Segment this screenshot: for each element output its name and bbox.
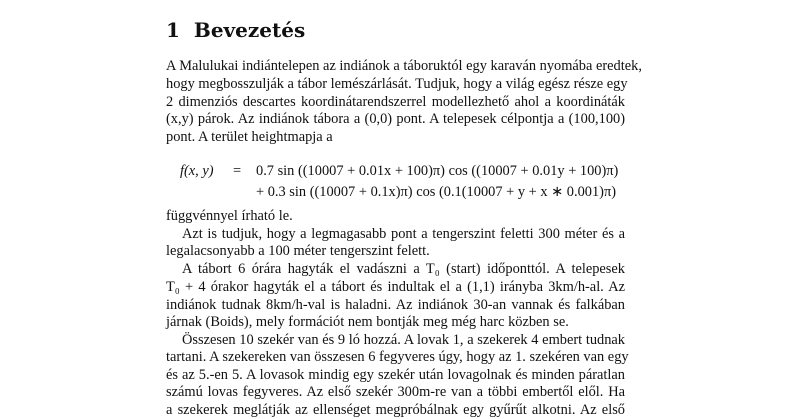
paragraph-line: (x,y) párok. Az indiánok tábora a (0,0) pont. A telepesek célpontja a (100,100) — [166, 111, 625, 127]
paragraph-line: indiánok tudnak 8km/h-val is haladni. Az indiánok 30-an vannak és falkában — [166, 297, 625, 313]
paragraph-line: legalacsonyabb a 100 méter tengerszint felett. — [166, 243, 430, 259]
equation-line-1: 0.7 sin ((10007 + 0.01x + 100)π) cos ((10007 + 0.01y + 100)π) — [256, 163, 619, 179]
paragraph-line: A Malulukai indiántelepen az indiánok a táboruktól egy karaván nyomába eredtek, — [166, 58, 642, 74]
paragraph-line: Összesen 10 szekér van és 9 ló hozzá. A lovak 1, a szekerek 4 embert tudnak — [182, 332, 625, 348]
paragraph-line: számú lovas fegyveres. Az első szekér 300m-re van a többi embertől elől. Ha — [166, 384, 625, 400]
paragraph-line: A tábort 6 órára hagyták el vadászni a T₀ (start) időponttól. A telepesek — [182, 261, 625, 277]
paragraph-line: hogy megbosszulják a tábor lemészárlását. Tudjuk, hogy a világ egész része egy — [166, 76, 628, 92]
paragraph-line: függvénnyel írható le. — [166, 208, 293, 224]
section-heading — [166, 18, 305, 42]
section-number: 1 — [166, 18, 180, 42]
equation-lhs: f(x, y) — [180, 163, 214, 179]
paragraph-line: tartani. A szekereken van összesen 6 fegyveres úgy, hogy az 1. szekéren van egy — [166, 349, 629, 365]
paragraph-line: Azt is tudjuk, hogy a legmagasabb pont a tengerszint feletti 300 méter és a — [182, 226, 625, 242]
section-title: Bevezetés — [193, 18, 306, 42]
paragraph-line: járnak (Boids), mely formációt nem bontják meg még harc közben se. — [166, 314, 569, 330]
paragraph-line: pont. A terület heightmapja a — [166, 129, 333, 145]
paragraph-line: a szekerek meglátják az ellenséget megpróbálnak egy gyűrűt alkotni. Az első — [166, 402, 625, 418]
paragraph-line: T₀ + 4 órakor hagyták el a tábort és indultak el a (1,1) irányba 3km/h-al. Az — [166, 279, 625, 295]
paragraph-line: és az 5.-en 5. A lovasok mindig egy szekér után lovagolnak és minden páratlan — [166, 367, 625, 383]
equation-equals: = — [233, 163, 242, 179]
paragraph-line: 2 dimenziós descartes koordinátarendszerrel modellezhető ahol a koordináták — [166, 94, 625, 110]
equation-line-2: + 0.3 sin ((10007 + 0.1x)π) cos (0.1(10007 + y + x ∗ 0.001)π) — [256, 184, 617, 200]
